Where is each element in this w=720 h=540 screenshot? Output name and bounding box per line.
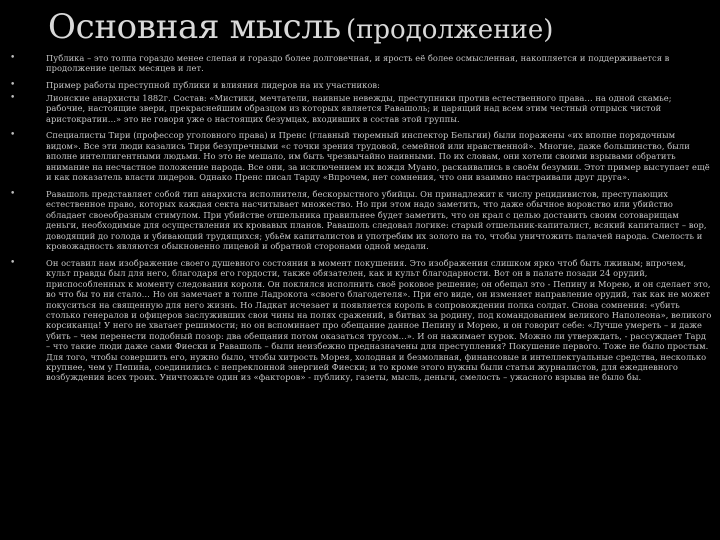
bullet-dot-icon: • <box>10 130 16 141</box>
bullet-item <box>10 53 712 74</box>
bullet-item <box>10 80 712 90</box>
bullet-text: Специалисты Тири (профессор уголовного права) и Пренс (главный тюремный инспектор Бельгии) были поражены «их вполне порядочным видом». Все эти люди казались Тири безупречными «с точки зрения трудовой, семейной или нравственной». Многие, даже большинство, были вполне интеллигентными людьми. Но это не мешало, им быть чрезвычайно наивными. По их словам, они хотели своими взрывами обратить внимание на несчастное положение народа. Все они, за исключением их вождя Муано, раскаивались в своём безумии. Этот пример выступает ещё и как показатель власти лидеров. Однако Пренс писал Тарду «Впрочем, нет сомнения, что они взаимно настраивали друг друга». <box>46 130 710 183</box>
slide-title <box>48 4 688 50</box>
bullet-text: Пример работы преступной публики и влияния лидеров на их участников: <box>46 80 380 91</box>
bullet-dot-icon: • <box>10 257 16 268</box>
bullet-text: Публика – это толпа гораздо менее слепая и гораздо более долговечная, и ярость её более осмысленная, накопляется и поддерживается в продолжение целых месяцев и лет. <box>46 53 670 74</box>
title-main: Основная мысль <box>48 7 341 47</box>
bullet-list <box>10 53 712 389</box>
bullet-item <box>10 189 712 251</box>
bullet-text: Он оставил нам изображение своего душевного состояния в момент покушения. Это изображения слишком ярко чтоб быть лживым; впрочем, культ правды был для него, благодаря его гордости, также обязателен, как и культ благодарности. Вот он в палате позади 24 орудий, приспособленных к моменту следования короля. Он поклялся исполнить своё роковое решение; он обещал это - Пепину и Морею, и он сделает это, во что бы то ни стало… Но он замечает в толпе Ладрокота «своего благодетеля». При его виде, он изменяет направление орудий, так как не может покуситься на священную для него жизнь. Но Ладкат исчезает и появляется король в сопровождении полка солдат. Снова сомнения: «убить столько генералов и офицеров заслуживших свои чины на полях сражений, в битвах за родину, под командованием великого Наполеона», великого корсиканца! У него не хватает решимости; но он вспоминает про обещание данное Пепину и Морею, и он говорит себе: «Лучше умереть – и даже убить – чем перенести подобный позор: два обещания потом оказаться трусом…». И он нажимает курок. Можно ли утверждать, - рассуждает Тард – что такие люди даже сами Фиески и Равашоль – были неизбежно предназначены для преступления? Покушение первого. Тоже не было простым. Для того, чтобы совершить его, нужно было, чтобы хитрость Морея, холодная и безмолвная, финансовые и интеллектуальные средства, несколько крупнее, чем у Пепина, соединились с непреклонной энергией Фиески; и то кроме этого нужны были статьи журналистов, для ежедневного возбуждения всех троих. Уничтожьте один из «факторов» - публику, газеты, мысль, деньги, смелость – ужасного взрыва не было бы. <box>46 257 712 383</box>
bullet-dot-icon: • <box>10 53 16 63</box>
bullet-dot-icon: • <box>10 80 16 91</box>
bullet-text: Равашоль представляет собой тип анархиста исполнителя, бескорыстного убийцы. Он принадлежит к числу рецидивистов, преступающих естественное право, которых каждая секта насчитывает множество. Но при этом надо заметить, что даже обычное воровство или убийство обладает своеобразным стимулом. При убийстве отшельника правильнее будет заметить, что он крал с целью доставить своим сотоварищам деньги, необходимые для осуществления их кровавых планов. Равашоль следовал логике: старый отшельник-капиталист, всякий капиталист – вор, доводящий до голода и убивающий трудящихся; убьём капиталистов и употребим их золото на то, чтобы уничтожить палачей народа. Смелость и кровожадность являются обыкновенно лицевой и обратной сторонами одной медали. <box>46 188 707 251</box>
bullet-text: Лионские анархисты 1882г. Состав: «Мистики, мечтатели, наивные невежды, преступники против естественного права… на одной скамье; рабочие, настоящие звери, прекраснейшим образцом из которых является Равашоль; и царящий над всем этим честный отпрыск чистой аристократии…» это не говоря уже о настоящих безумцах, входивших в состав этой группы. <box>46 92 672 124</box>
bullet-item <box>10 93 712 124</box>
bullet-dot-icon: • <box>10 188 16 199</box>
bullet-dot-icon: • <box>10 92 16 103</box>
bullet-item <box>10 130 712 182</box>
title-continuation: (продолжение) <box>345 15 554 45</box>
bullet-item <box>10 258 712 383</box>
